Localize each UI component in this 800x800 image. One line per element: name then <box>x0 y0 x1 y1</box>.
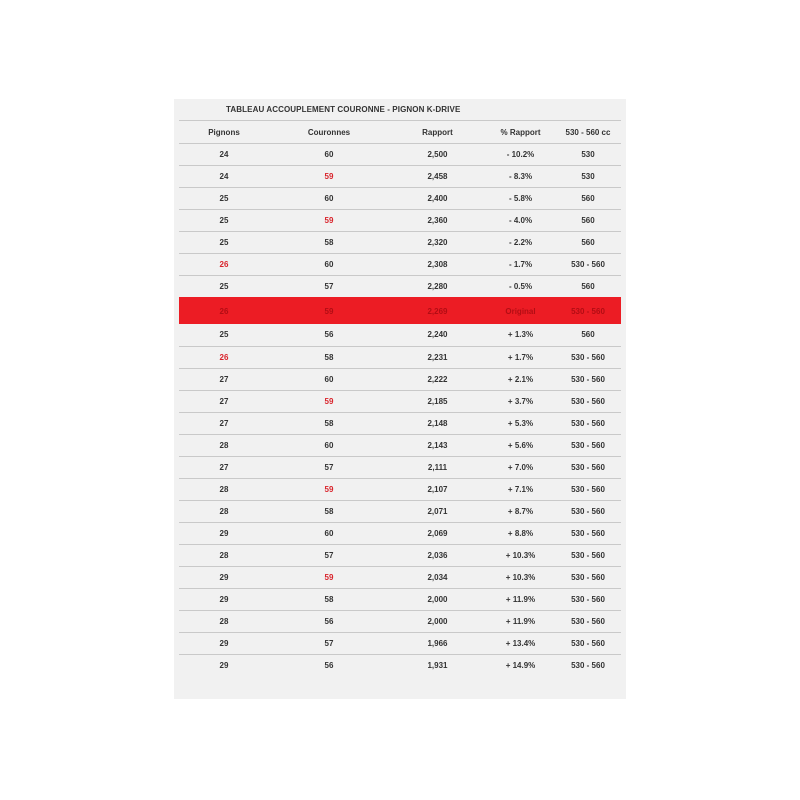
cell-rapport: 2,000 <box>389 588 486 610</box>
cell-couronne: 59 <box>269 210 389 232</box>
cell-pignon: 29 <box>179 588 269 610</box>
cell-rapport: 2,280 <box>389 276 486 298</box>
cell-pignon: 29 <box>179 522 269 544</box>
cell-cc: 530 - 560 <box>555 478 621 500</box>
table-row <box>179 346 621 368</box>
header-pct-rapport: % Rapport <box>486 121 555 144</box>
cell-pct-rapport: + 8.7% <box>486 500 555 522</box>
cell-pignon: 28 <box>179 434 269 456</box>
cell-pct-rapport: + 7.1% <box>486 478 555 500</box>
table-row <box>179 166 621 188</box>
cell-rapport: 2,320 <box>389 232 486 254</box>
table-row <box>179 434 621 456</box>
table-row <box>179 368 621 390</box>
cell-rapport: 2,034 <box>389 566 486 588</box>
cell-couronne: 56 <box>269 610 389 632</box>
cell-cc: 560 <box>555 210 621 232</box>
cell-cc: 560 <box>555 188 621 210</box>
cell-pignon: 27 <box>179 412 269 434</box>
cell-pignon: 26 <box>179 346 269 368</box>
cell-pct-rapport: + 3.7% <box>486 390 555 412</box>
cell-pignon: 24 <box>179 144 269 166</box>
cell-couronne: 60 <box>269 188 389 210</box>
cell-pct-rapport: - 8.3% <box>486 166 555 188</box>
cell-pct-rapport: + 1.7% <box>486 346 555 368</box>
cell-cc: 530 - 560 <box>555 254 621 276</box>
cell-pignon: 25 <box>179 210 269 232</box>
cell-cc: 530 - 560 <box>555 434 621 456</box>
cell-pignon: 24 <box>179 166 269 188</box>
table-row <box>179 390 621 412</box>
table-row <box>179 144 621 166</box>
cell-couronne: 59 <box>269 566 389 588</box>
header-pignons: Pignons <box>179 121 269 144</box>
cell-pct-rapport: + 8.8% <box>486 522 555 544</box>
cell-couronne: 59 <box>269 478 389 500</box>
cell-couronne: 58 <box>269 232 389 254</box>
cell-cc: 530 - 560 <box>555 390 621 412</box>
cell-cc: 530 - 560 <box>555 346 621 368</box>
cell-pct-rapport: - 4.0% <box>486 210 555 232</box>
cell-cc: 530 - 560 <box>555 298 621 325</box>
cell-rapport: 2,143 <box>389 434 486 456</box>
cell-pignon: 29 <box>179 632 269 654</box>
cell-couronne: 59 <box>269 390 389 412</box>
table-header-row <box>179 121 621 144</box>
table-row <box>179 544 621 566</box>
cell-pignon: 28 <box>179 544 269 566</box>
cell-pct-rapport: - 0.5% <box>486 276 555 298</box>
cell-pignon: 29 <box>179 654 269 676</box>
table-row <box>179 324 621 346</box>
cell-rapport: 2,000 <box>389 610 486 632</box>
cell-cc: 560 <box>555 232 621 254</box>
cell-cc: 530 <box>555 166 621 188</box>
cell-pct-rapport: + 5.6% <box>486 434 555 456</box>
cell-pct-rapport: + 1.3% <box>507 330 534 340</box>
table-row <box>179 500 621 522</box>
cell-pct-rapport: + 11.9% <box>486 610 555 632</box>
cell-rapport: 2,111 <box>389 456 486 478</box>
cell-pct-rapport: - 5.8% <box>486 188 555 210</box>
table-row <box>179 654 621 676</box>
cell-rapport: 2,240 <box>427 330 448 340</box>
cell-pignon: 28 <box>179 500 269 522</box>
cell-pct-rapport: + 7.0% <box>486 456 555 478</box>
cell-rapport: 2,107 <box>389 478 486 500</box>
cell-rapport: 2,360 <box>389 210 486 232</box>
cell-cc: 560 <box>555 276 621 298</box>
table-row <box>179 232 621 254</box>
cell-rapport: 2,269 <box>389 298 486 325</box>
cell-rapport: 2,069 <box>389 522 486 544</box>
cell-pct-rapport: + 2.1% <box>486 368 555 390</box>
cell-pct-rapport: + 10.3% <box>486 544 555 566</box>
cell-rapport: 2,400 <box>389 188 486 210</box>
cell-pct-rapport: Original <box>486 298 555 325</box>
table-row <box>179 566 621 588</box>
cell-cc: 560 <box>581 330 595 340</box>
cell-couronne: 57 <box>269 456 389 478</box>
cell-rapport: 2,148 <box>389 412 486 434</box>
cell-couronne: 60 <box>269 434 389 456</box>
cell-couronne: 60 <box>269 254 389 276</box>
cell-rapport: 2,222 <box>389 368 486 390</box>
cell-rapport: 2,458 <box>389 166 486 188</box>
table-row <box>179 188 621 210</box>
cell-cc: 530 - 560 <box>555 544 621 566</box>
table-row <box>179 632 621 654</box>
header-cc: 530 - 560 cc <box>555 121 621 144</box>
cell-rapport: 2,185 <box>389 390 486 412</box>
cell-pct-rapport: - 2.2% <box>486 232 555 254</box>
table-row <box>179 522 621 544</box>
cell-couronne: 57 <box>269 632 389 654</box>
gear-ratio-panel <box>174 99 626 699</box>
header-couronnes: Couronnes <box>269 121 389 144</box>
cell-pignon: 27 <box>179 456 269 478</box>
cell-pct-rapport: + 14.9% <box>486 654 555 676</box>
table-row-original <box>179 298 621 325</box>
table-row <box>179 276 621 298</box>
cell-pct-rapport: + 11.9% <box>486 588 555 610</box>
cell-pignon: 27 <box>179 390 269 412</box>
table-row <box>179 588 621 610</box>
cell-pct-rapport: - 1.7% <box>486 254 555 276</box>
cell-rapport: 2,231 <box>389 346 486 368</box>
cell-rapport: 2,500 <box>389 144 486 166</box>
cell-rapport: 2,071 <box>389 500 486 522</box>
cell-couronne: 59 <box>269 298 389 325</box>
cell-cc: 530 - 560 <box>555 566 621 588</box>
cell-cc: 530 - 560 <box>555 522 621 544</box>
table-title: TABLEAU ACCOUPLEMENT COURONNE - PIGNON K-DRIVE <box>226 105 461 114</box>
cell-couronne: 58 <box>269 500 389 522</box>
cell-cc: 530 - 560 <box>555 500 621 522</box>
cell-couronne: 58 <box>269 412 389 434</box>
cell-couronne: 59 <box>269 166 389 188</box>
cell-pignon: 26 <box>179 298 269 325</box>
cell-cc: 530 <box>555 144 621 166</box>
cell-pignon: 25 <box>179 188 269 210</box>
cell-pignon: 25 <box>219 330 229 340</box>
cell-rapport: 1,931 <box>389 654 486 676</box>
cell-rapport: 1,966 <box>389 632 486 654</box>
cell-cc: 530 - 560 <box>555 654 621 676</box>
cell-pignon: 27 <box>179 368 269 390</box>
cell-couronne: 60 <box>269 368 389 390</box>
cell-pignon: 25 <box>179 276 269 298</box>
cell-pct-rapport: + 13.4% <box>486 632 555 654</box>
cell-pct-rapport: + 10.3% <box>486 566 555 588</box>
cell-couronne: 60 <box>269 144 389 166</box>
cell-cc: 530 - 560 <box>555 610 621 632</box>
cell-rapport: 2,036 <box>389 544 486 566</box>
cell-pignon: 28 <box>179 610 269 632</box>
cell-couronne: 60 <box>269 522 389 544</box>
cell-pignon: 29 <box>179 566 269 588</box>
cell-cc: 530 - 560 <box>555 456 621 478</box>
cell-cc: 530 - 560 <box>555 588 621 610</box>
cell-cc: 530 - 560 <box>555 632 621 654</box>
table-row <box>179 412 621 434</box>
table-body <box>179 144 621 677</box>
table-row <box>179 456 621 478</box>
cell-couronne: 58 <box>269 588 389 610</box>
header-rapport: Rapport <box>389 121 486 144</box>
table-row <box>179 254 621 276</box>
table-row <box>179 210 621 232</box>
table-row <box>179 478 621 500</box>
cell-couronne: 56 <box>324 330 334 340</box>
cell-couronne: 56 <box>269 654 389 676</box>
cell-cc: 530 - 560 <box>555 368 621 390</box>
cell-pignon: 26 <box>179 254 269 276</box>
cell-pct-rapport: - 10.2% <box>486 144 555 166</box>
cell-pct-rapport: + 5.3% <box>486 412 555 434</box>
cell-couronne: 58 <box>269 346 389 368</box>
cell-cc: 530 - 560 <box>555 412 621 434</box>
cell-pignon: 25 <box>179 232 269 254</box>
cell-couronne: 57 <box>269 276 389 298</box>
cell-pignon: 28 <box>179 478 269 500</box>
cell-couronne: 57 <box>269 544 389 566</box>
gear-ratio-table <box>179 120 621 676</box>
table-row <box>179 610 621 632</box>
cell-rapport: 2,308 <box>389 254 486 276</box>
